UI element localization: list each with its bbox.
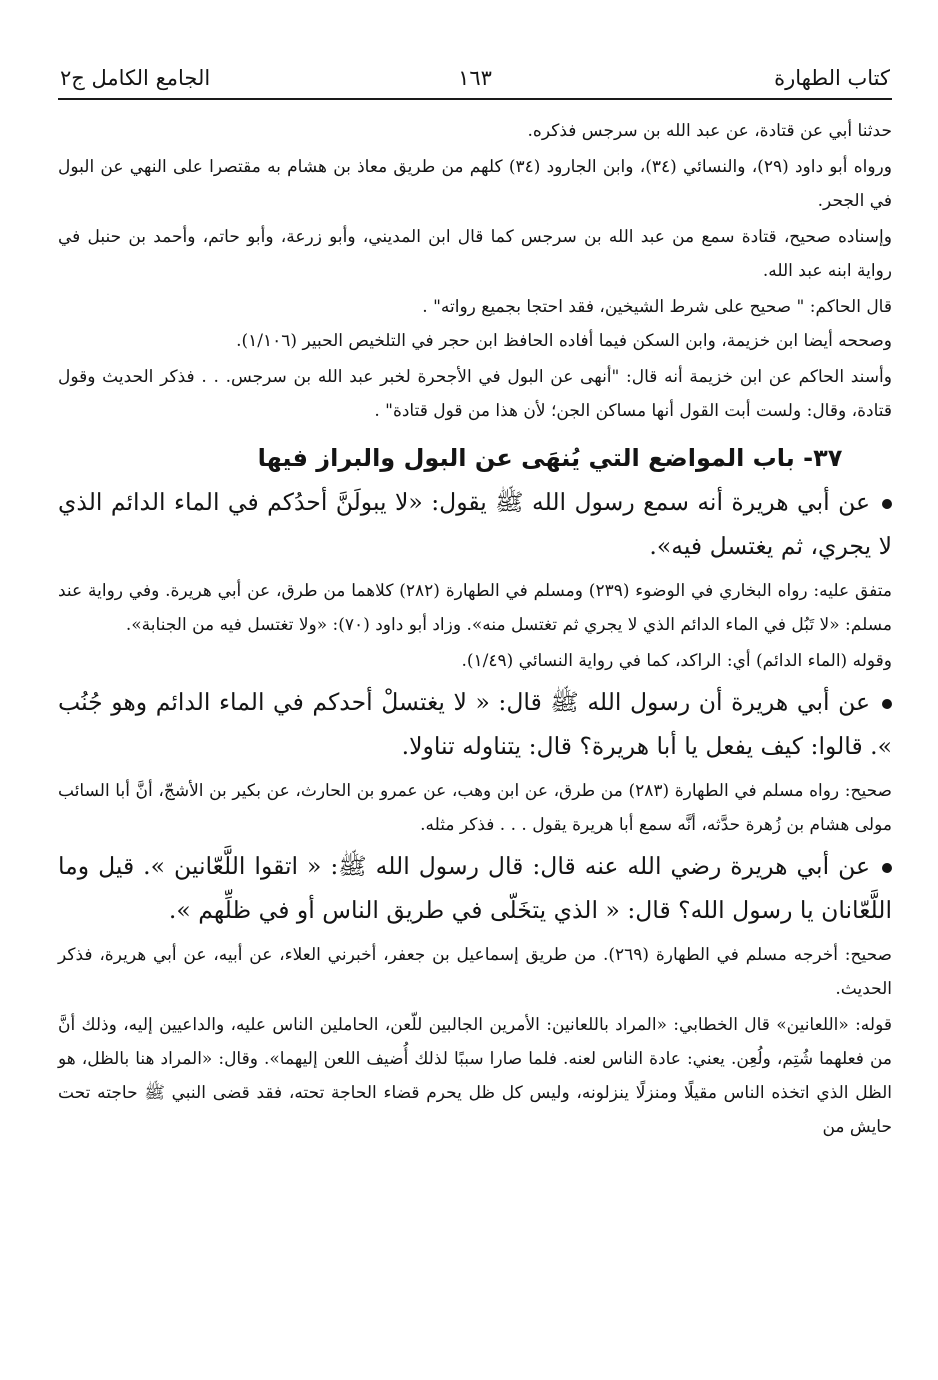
hadith-1-explanation: وقوله (الماء الدائم) أي: الراكد، كما في رواية النسائي (١/٤٩). bbox=[461, 651, 892, 671]
paragraph-ibn-khuzaymah: وصححه أيضا ابن خزيمة، وابن السكن فيما أفاده الحافظ ابن حجر في التلخيص الحبير (١/١٠٦). bbox=[236, 331, 892, 351]
book-page bbox=[58, 62, 892, 1144]
section-title: ٣٧- باب المواضع التي يُنهَى عن البول والبراز فيها bbox=[257, 444, 843, 472]
bullet-icon bbox=[882, 863, 892, 873]
volume-title: الجامع الكامل ج٢ bbox=[60, 66, 211, 90]
hadith-1-text: عن أبي هريرة أنه سمع رسول الله ﷺ يقول: «لا يبولَنَّ أحدُكم في الماء الدائم الذي لا يجري، ثم يغتسل فيه». bbox=[58, 488, 892, 560]
hadith-2-text: عن أبي هريرة أن رسول الله ﷺ قال: « لا يغتسلْ أحدكم في الماء الدائم وهو جُنُب ». قالوا: كيف يفعل يا أبا هريرة؟ قال: يتناوله تناولا. bbox=[58, 688, 892, 760]
paragraph-isnad: وإسناده صحيح، قتادة سمع من عبد الله بن سرجس كما قال ابن المديني، وأبو زرعة، وأبو حاتم، وأحمد بن حنبل في رواية ابنه عبد الله. bbox=[58, 227, 892, 281]
hadith-3-explanation: قوله: «اللعانين» قال الخطابي: «المراد باللعانين: الأمرين الجالبين للّعن، الحاملين الناس عليه، والداعيين إليه، وذلك أنَّ من فعلهما شُتِم، ولُعِن. يعني: عادة الناس لعنه. فلما صارا سببًا لذلك أُضيف اللعن إليهما». وقال: «المراد هنا بالظل، هو الظل الذي اتخذه الناس مقيلًا ومنزلًا ينزلونه، وليس كل ظل يحرم قضاء الحاجة تحته، فقد قضى النبي ﷺ حاجته تحت حايش من bbox=[58, 1015, 892, 1137]
paragraph-hakim: قال الحاكم: " صحيح على شرط الشيخين، فقد احتجا بجميع رواته" . bbox=[422, 297, 892, 317]
paragraph-abu-dawud: ورواه أبو داود (٢٩)، والنسائي (٣٤)، وابن الجارود (٣٤) كلهم من طريق معاذ بن هشام به مقتصرا على النهي عن البول في الجحر. bbox=[58, 157, 892, 211]
book-title: كتاب الطهارة bbox=[774, 66, 890, 90]
page-body bbox=[58, 100, 892, 1144]
hadith-1-takhrij: متفق عليه: رواه البخاري في الوضوء (٢٣٩) ومسلم في الطهارة (٢٨٢) كلاهما من طرق، عن أبي هريرة. وفي رواية عند مسلم: «لا تَبُل في الماء الدائم الذي لا يجري ثم تغتسل منه». وزاد أبو داود (٧٠): «ولا تغتسل فيه من الجنابة». bbox=[58, 581, 892, 635]
bullet-icon bbox=[882, 499, 892, 509]
hadith-2 bbox=[58, 680, 892, 768]
hadith-3-text: عن أبي هريرة رضي الله عنه قال: قال رسول الله ﷺ: « اتقوا اللَّعّانين ». قيل وما اللَّعّانان يا رسول الله؟ قال: « الذي يتخَلّى في طريق الناس أو في ظلِّهم ». bbox=[58, 852, 892, 924]
hadith-3-takhrij: صحيح: أخرجه مسلم في الطهارة (٢٦٩). من طريق إسماعيل بن جعفر، أخبرني العلاء، عن أبيه، عن أبي هريرة، فذكر الحديث. bbox=[58, 945, 892, 999]
page-number: ١٦٣ bbox=[458, 66, 492, 90]
hadith-3 bbox=[58, 844, 892, 932]
running-header bbox=[58, 62, 892, 100]
paragraph-hakim-isnad: وأسند الحاكم عن ابن خزيمة أنه قال: "أنهى عن البول في الأجحرة لخبر عبد الله بن سرجس. . . فذكر الحديث وقول قتادة، وقال: ولست أبت القول أنها مساكن الجن؛ لأن هذا من قول قتادة" . bbox=[58, 367, 892, 421]
hadith-1 bbox=[58, 480, 892, 568]
hadith-2-takhrij: صحيح: رواه مسلم في الطهارة (٢٨٣) من طرق، عن ابن وهب، عن عمرو بن الحارث، عن بكير بن الأشجّ، أنَّ أبا السائب مولى هشام بن زُهرة حدَّثه، أنَّه سمع أبا هريرة يقول . . . فذكر مثله. bbox=[58, 781, 892, 835]
bullet-icon bbox=[882, 699, 892, 709]
paragraph-narration: حدثنا أبي عن قتادة، عن عبد الله بن سرجس فذكره. bbox=[527, 121, 892, 141]
